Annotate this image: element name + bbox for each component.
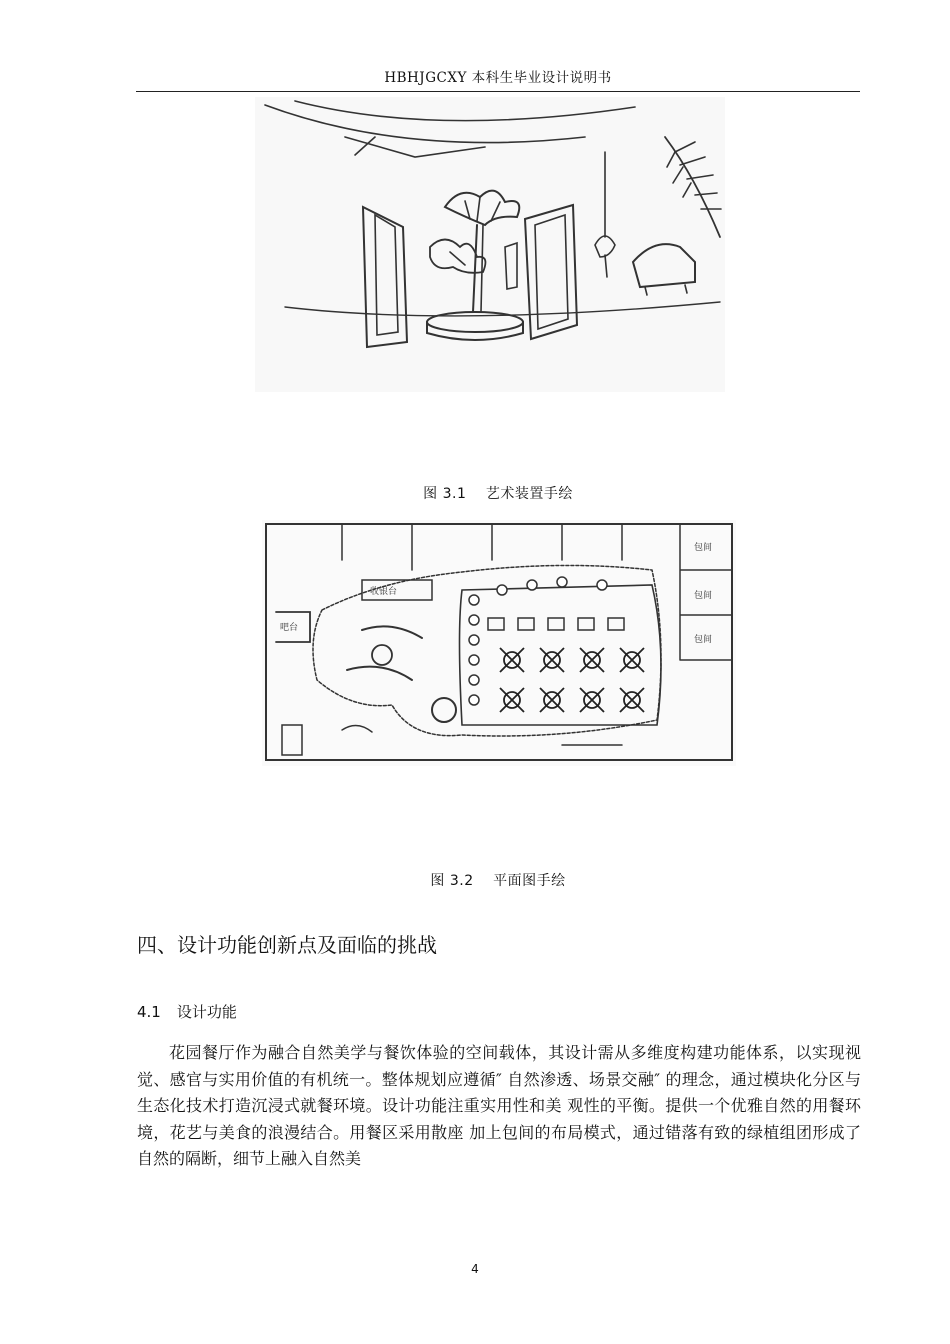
floor-plan-drawing xyxy=(262,520,736,766)
figure-art-installation-sketch xyxy=(255,97,725,392)
label-private-room-2: 包间 xyxy=(694,591,713,601)
subsection-number: 4.1 xyxy=(137,1003,161,1021)
dining-table-grid xyxy=(500,648,644,712)
art-installation-drawing xyxy=(255,97,725,392)
section-heading: 四、设计功能创新点及面临的挑战 xyxy=(137,933,437,957)
label-private-room-1: 包间 xyxy=(694,543,713,553)
subsection-heading xyxy=(137,1001,237,1022)
page-header: HBHJGCXY 本科生毕业设计说明书 xyxy=(136,64,860,92)
label-private-room-3: 包间 xyxy=(694,635,713,645)
figure-caption-3-1: 图 3.1 艺术装置手绘 xyxy=(423,486,573,502)
label-bar: 吧台 xyxy=(280,623,299,633)
figure-floor-plan-sketch xyxy=(262,520,736,766)
subsection-title: 设计功能 xyxy=(176,1003,237,1021)
label-cashier: 收银台 xyxy=(370,587,398,597)
figure-caption-3-2: 图 3.2 平面图手绘 xyxy=(430,873,566,889)
body-paragraph: 花园餐厅作为融合自然美学与餐饮体验的空间载体，其设计需从多维度构建功能体系，以实现视觉、感官与实用价值的有机统一。整体规划应遵循″ 自然渗透、场景交融″ 的理念，通过模块化分区与生态化技术打造沉浸式就餐环境。设计功能注重实用性和美 观性的平衡。提供一个优雅自然的用餐环境，花艺与美食的浪漫结合。用餐区采用散座 加上包间的布局模式，通过错落有致的绿植组团形成了自然的隔断，细节上融入自然美 xyxy=(137,1043,861,1168)
page-number: 4 xyxy=(471,1262,479,1276)
